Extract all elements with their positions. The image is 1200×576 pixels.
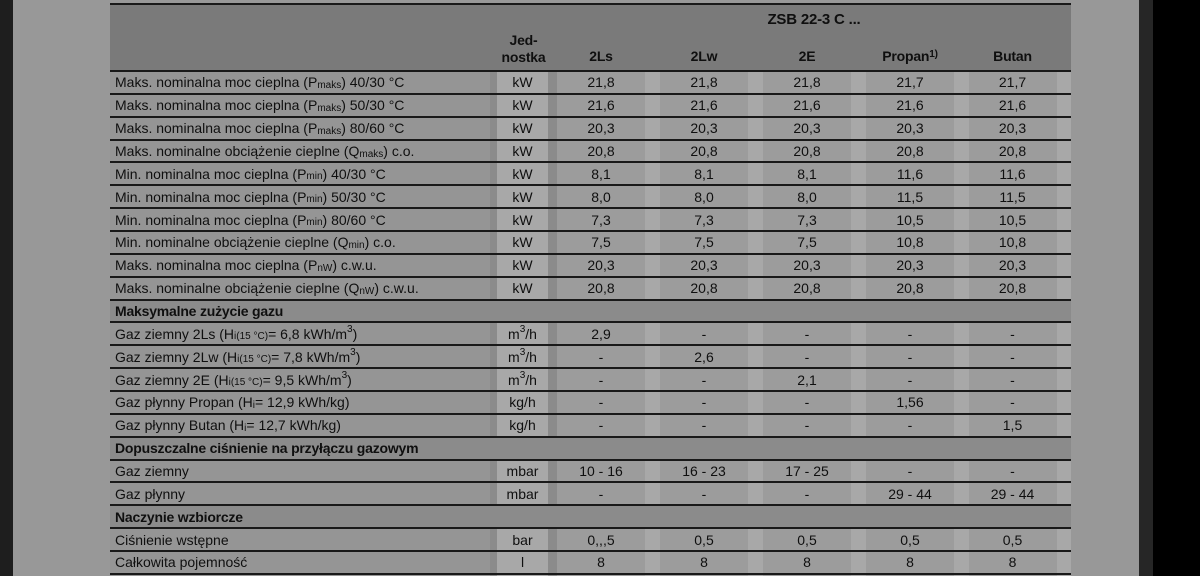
value-cell: - (763, 392, 866, 413)
value-cell: 21,6 (866, 95, 969, 116)
column-gap (548, 186, 557, 207)
column-gap (548, 95, 557, 116)
spec-table (110, 3, 1071, 576)
unit-cell: bar (497, 529, 548, 550)
value-cell: 11,5 (969, 186, 1071, 207)
section-title: Naczynie wzbiorcze (115, 508, 243, 525)
column-gap (490, 232, 497, 253)
row-label: Maks. nominalna moc cieplna (P nW ) c.w.u. (110, 255, 490, 276)
column-gap (548, 72, 557, 93)
column-gap (490, 392, 497, 413)
value-cell: 0,5 (763, 529, 866, 550)
row-label: Gaz płynny Propan (H i = 12,9 kWh/kg) (110, 392, 490, 413)
column-gap (490, 461, 497, 482)
row-label: Gaz ziemny 2E (H i(15 °C) = 9,5 kWh/m 3 ) (110, 369, 490, 390)
value-cell: - (763, 346, 866, 367)
value-cell: 21,7 (866, 72, 969, 93)
value-cell: 2,1 (763, 369, 866, 390)
value-cell: - (866, 346, 969, 367)
value-cell: 21,6 (660, 95, 763, 116)
value-cell: 7,5 (557, 232, 660, 253)
column-header-butan: Butan (993, 48, 1032, 64)
value-cell: 2,9 (557, 323, 660, 344)
value-cell: 10,5 (866, 209, 969, 230)
table-row (110, 367, 1071, 390)
column-header-2lw: 2Lw (690, 48, 718, 64)
value-cell: 20,8 (557, 278, 660, 299)
value-cell: 10,5 (969, 209, 1071, 230)
value-cell: 20,3 (660, 118, 763, 139)
table-row (110, 459, 1071, 482)
value-cell: 17 - 25 (763, 461, 866, 482)
column-header-row (110, 5, 1071, 70)
row-label: Gaz ziemny 2Lw (H i(15 °C) = 7,8 kWh/m 3 ) (110, 346, 490, 367)
column-gap (548, 141, 557, 162)
table-row (110, 161, 1071, 184)
value-cell: 0,,,5 (557, 529, 660, 550)
table-body (110, 70, 1071, 573)
value-cell: 8,1 (557, 163, 660, 184)
unit-cell: kW (497, 95, 548, 116)
value-cell: - (557, 346, 660, 367)
value-cell: 20,3 (660, 255, 763, 276)
value-cell: 0,5 (866, 529, 969, 550)
value-cell: - (866, 415, 969, 436)
table-row (110, 230, 1071, 253)
value-cell: 21,6 (763, 95, 866, 116)
column-gap (490, 415, 497, 436)
unit-cell: kW (497, 255, 548, 276)
section-title: Maksymalne zużycie gazu (115, 303, 284, 320)
value-cell: 20,8 (969, 278, 1071, 299)
value-cell: - (660, 369, 763, 390)
value-cell: 20,3 (969, 255, 1071, 276)
value-cell: 1,5 (969, 415, 1071, 436)
value-cell: - (969, 392, 1071, 413)
column-gap (490, 483, 497, 504)
value-cell: 7,3 (557, 209, 660, 230)
table-row (110, 253, 1071, 276)
value-cell: - (660, 415, 763, 436)
row-label: Min. nominalne obciążenie cieplne (Q min ) c.o. (110, 232, 490, 253)
value-cell: 21,8 (660, 72, 763, 93)
section-header-row (110, 436, 1071, 459)
table-row (110, 390, 1071, 413)
value-cell: 20,8 (866, 141, 969, 162)
value-cell: 8 (557, 552, 660, 573)
value-cell: 21,8 (557, 72, 660, 93)
value-cell: 29 - 44 (969, 483, 1071, 504)
value-cell: 8,0 (763, 186, 866, 207)
value-cell: 8,0 (660, 186, 763, 207)
column-gap (548, 255, 557, 276)
unit-cell: kW (497, 118, 548, 139)
value-cell: 20,3 (866, 255, 969, 276)
value-cell: 20,8 (557, 141, 660, 162)
row-label: Maks. nominalna moc cieplna (P maks ) 80/60 °C (110, 118, 490, 139)
column-gap (548, 461, 557, 482)
column-gap (490, 278, 497, 299)
value-cell: 8 (969, 552, 1071, 573)
value-cell: 8,0 (557, 186, 660, 207)
row-label: Gaz ziemny (110, 461, 490, 482)
value-cell: 7,3 (763, 209, 866, 230)
value-cell: 20,8 (866, 278, 969, 299)
value-cell: - (763, 483, 866, 504)
column-gap (548, 346, 557, 367)
table-row (110, 527, 1071, 550)
row-label: Gaz ziemny 2Ls (H i(15 °C) = 6,8 kWh/m 3 ) (110, 323, 490, 344)
value-cell: 2,6 (660, 346, 763, 367)
table-header (110, 5, 1071, 70)
table-row (110, 139, 1071, 162)
value-cell: 20,8 (969, 141, 1071, 162)
value-cell: 21,8 (763, 72, 866, 93)
unit-cell: kW (497, 141, 548, 162)
value-cell: 20,8 (660, 278, 763, 299)
value-cell: 1,56 (866, 392, 969, 413)
unit-cell: m 3 /h (497, 346, 548, 367)
unit-cell: kW (497, 186, 548, 207)
value-cell: 20,3 (557, 118, 660, 139)
table-row (110, 276, 1071, 299)
row-label: Całkowita pojemność (110, 552, 490, 573)
viewer-right-gutter-dark (1139, 0, 1153, 576)
value-cell: - (969, 323, 1071, 344)
unit-cell: kW (497, 72, 548, 93)
column-header-2e: 2E (798, 48, 816, 64)
value-cell: 20,3 (763, 255, 866, 276)
unit-cell: mbar (497, 461, 548, 482)
column-gap (490, 369, 497, 390)
value-cell: 20,8 (660, 141, 763, 162)
value-cell: 21,7 (969, 72, 1071, 93)
value-cell: - (866, 323, 969, 344)
column-gap (490, 323, 497, 344)
viewer-right-gutter-black (1153, 0, 1200, 576)
value-cell: 8 (866, 552, 969, 573)
column-gap (490, 346, 497, 367)
section-header-row (110, 299, 1071, 322)
value-cell: - (763, 323, 866, 344)
value-cell: - (557, 415, 660, 436)
row-label: Maks. nominalna moc cieplna (P maks ) 40/30 °C (110, 72, 490, 93)
row-label: Gaz płynny Butan (H i = 12,7 kWh/kg) (110, 415, 490, 436)
column-gap (490, 209, 497, 230)
table-row (110, 116, 1071, 139)
value-cell: - (969, 346, 1071, 367)
row-label: Min. nominalna moc cieplna (P min ) 50/30 °C (110, 186, 490, 207)
value-cell: 16 - 23 (660, 461, 763, 482)
value-cell: 21,6 (969, 95, 1071, 116)
column-gap (548, 323, 557, 344)
unit-cell: kW (497, 209, 548, 230)
unit-cell: mbar (497, 483, 548, 504)
value-cell: - (557, 369, 660, 390)
row-label: Maks. nominalna moc cieplna (P maks ) 50/30 °C (110, 95, 490, 116)
value-cell: 20,3 (557, 255, 660, 276)
row-label: Maks. nominalne obciążenie cieplne (Q maks ) c.o. (110, 141, 490, 162)
column-gap (548, 369, 557, 390)
table-row (110, 184, 1071, 207)
unit-cell: kW (497, 163, 548, 184)
column-gap (548, 232, 557, 253)
column-gap (548, 483, 557, 504)
table-row (110, 481, 1071, 504)
value-cell: 0,5 (969, 529, 1071, 550)
column-gap (490, 72, 497, 93)
column-gap (490, 529, 497, 550)
viewer-left-gutter (0, 0, 13, 576)
column-gap (490, 95, 497, 116)
value-cell: - (969, 369, 1071, 390)
column-gap (548, 209, 557, 230)
unit-cell: l (497, 552, 548, 573)
row-label: Gaz płynny (110, 483, 490, 504)
value-cell: 11,5 (866, 186, 969, 207)
unit-cell: kW (497, 278, 548, 299)
row-label: Min. nominalna moc cieplna (P min ) 80/60 °C (110, 209, 490, 230)
table-row (110, 344, 1071, 367)
row-label: Min. nominalna moc cieplna (P min ) 40/30 °C (110, 163, 490, 184)
unit-cell: m 3 /h (497, 369, 548, 390)
column-gap (548, 163, 557, 184)
table-row (110, 550, 1071, 573)
value-cell: 10,8 (969, 232, 1071, 253)
value-cell: 10,8 (866, 232, 969, 253)
value-cell: 20,3 (969, 118, 1071, 139)
unit-cell: kg/h (497, 415, 548, 436)
column-gap (548, 278, 557, 299)
value-cell: - (660, 392, 763, 413)
value-cell: 11,6 (866, 163, 969, 184)
value-cell: - (866, 369, 969, 390)
section-title: Dopuszczalne ciśnienie na przyłączu gazowym (115, 440, 419, 457)
value-cell: - (557, 392, 660, 413)
unit-cell: kW (497, 232, 548, 253)
value-cell: 21,6 (557, 95, 660, 116)
value-cell: 20,8 (763, 141, 866, 162)
value-cell: 8 (763, 552, 866, 573)
column-gap (548, 392, 557, 413)
value-cell: 0,5 (660, 529, 763, 550)
column-gap (548, 415, 557, 436)
column-header-propan: Propan$^{1)}$ (882, 48, 938, 64)
table-row (110, 93, 1071, 116)
value-cell: - (557, 483, 660, 504)
table-row (110, 413, 1071, 436)
value-cell: 20,8 (763, 278, 866, 299)
value-cell: - (866, 461, 969, 482)
value-cell: 11,6 (969, 163, 1071, 184)
table-row (110, 321, 1071, 344)
column-gap (490, 255, 497, 276)
value-cell: 20,3 (866, 118, 969, 139)
value-cell: - (660, 483, 763, 504)
unit-cell: kg/h (497, 392, 548, 413)
row-label: Maks. nominalne obciążenie cieplne (Q nW ) c.w.u. (110, 278, 490, 299)
unit-cell: m 3 /h (497, 323, 548, 344)
row-label: Ciśnienie wstępne (110, 529, 490, 550)
value-cell: 7,3 (660, 209, 763, 230)
table-row (110, 70, 1071, 93)
column-gap (490, 118, 497, 139)
value-cell: - (660, 323, 763, 344)
column-gap (490, 163, 497, 184)
value-cell: 10 - 16 (557, 461, 660, 482)
column-header-unit: Jed- nostka (501, 32, 546, 65)
column-header-2ls: 2Ls (589, 48, 613, 64)
value-cell: 8,1 (660, 163, 763, 184)
value-cell: 7,5 (763, 232, 866, 253)
column-gap (548, 529, 557, 550)
value-cell: - (969, 461, 1071, 482)
column-gap (490, 186, 497, 207)
value-cell: 8 (660, 552, 763, 573)
value-cell: 20,3 (763, 118, 866, 139)
column-gap (548, 552, 557, 573)
table-title: ZSB 22-3 C ... (767, 11, 861, 28)
value-cell: - (763, 415, 866, 436)
column-gap (490, 141, 497, 162)
value-cell: 8,1 (763, 163, 866, 184)
column-gap (548, 118, 557, 139)
value-cell: 7,5 (660, 232, 763, 253)
column-gap (490, 552, 497, 573)
value-cell: 29 - 44 (866, 483, 969, 504)
section-header-row (110, 504, 1071, 527)
table-row (110, 207, 1071, 230)
